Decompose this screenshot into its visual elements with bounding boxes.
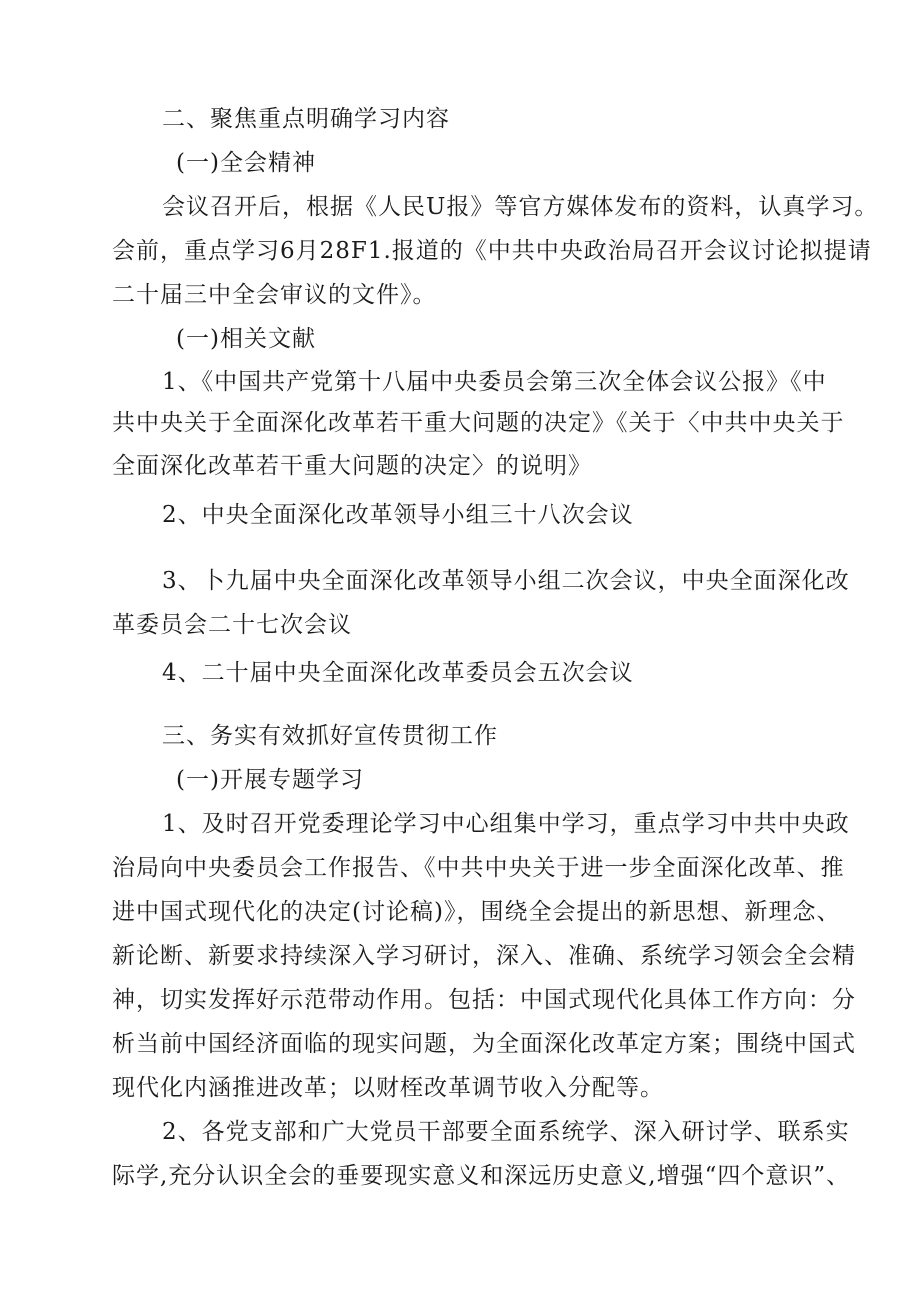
list-item-line: 4、二十届中央全面深化改革委员会五次会议: [162, 660, 634, 686]
list-item-line: 新论断、新要求持续深入学习研讨，深入、准确、系统学习领会全会精: [112, 943, 856, 969]
list-item-line: 1、及时召开党委理论学习中心组集中学习，重点学习中共中央政: [162, 811, 850, 837]
list-item-line: 神，切实发挥好示范带动作用。包括：中国式现代化具体工作方向：分: [112, 987, 856, 1013]
list-item-line: 析当前中国经济面临的现实问题，为全面深化改革定方案；围绕中国式: [112, 1031, 856, 1057]
section-heading-3: 三、务实有效抓好宣传贯彻工作: [162, 723, 498, 749]
subsection-heading-special-study: (一)开展专题学习: [176, 767, 364, 793]
list-item-line: 治局向中央委员会工作报告、《中共中央关于进一步全面深化改革、推: [112, 855, 845, 881]
paragraph-line: 二十届三中全会审议的文件》。: [112, 282, 437, 308]
list-item-line: 际学,充分认识全会的垂要现实意义和深远历史意义,增强“四个意识”、: [112, 1163, 851, 1189]
list-item-line: 革委员会二十七次会议: [112, 612, 352, 638]
subsection-heading-plenary-spirit: (一)全会精神: [176, 150, 316, 176]
list-item-line: 1、《中国共产党第十八届中央委员会第三次全体会议公报》《中: [162, 369, 827, 395]
paragraph-line: 会前，重点学习6月28F1.报道的《中共中央政治局召开会议讨论拟提请: [112, 238, 872, 264]
list-item-line: 2、中央全面深化改革领导小组三十八次会议: [162, 502, 634, 528]
paragraph-line: 会议召开后，根据《人民U报》等官方媒体发布的资料，认真学习。: [162, 194, 879, 220]
list-item-line: 进中国式现代化的决定(讨论稿)》，围绕全会提出的新思想、新理念、: [112, 899, 841, 925]
list-item-line: 全面深化改革若干重大问题的决定〉的说明》: [112, 453, 592, 479]
list-item-line: 现代化内涵推进改革；以财桎改革调节收入分配等。: [112, 1075, 664, 1101]
list-item-line: 共中央关于全面深化改革若干重大问题的决定》《关于〈中共中央关于: [112, 410, 845, 436]
subsection-heading-related-literature: (一)相关文献: [176, 326, 316, 352]
list-item-line: 3、卜九届中央全面深化改革领导小组二次会议，中央全面深化改: [162, 568, 850, 594]
list-item-line: 2、各党支部和广大党员干部要全面系统学、深入研讨学、联系实: [162, 1119, 850, 1145]
section-heading-2: 二、聚焦重点明确学习内容: [162, 106, 450, 132]
